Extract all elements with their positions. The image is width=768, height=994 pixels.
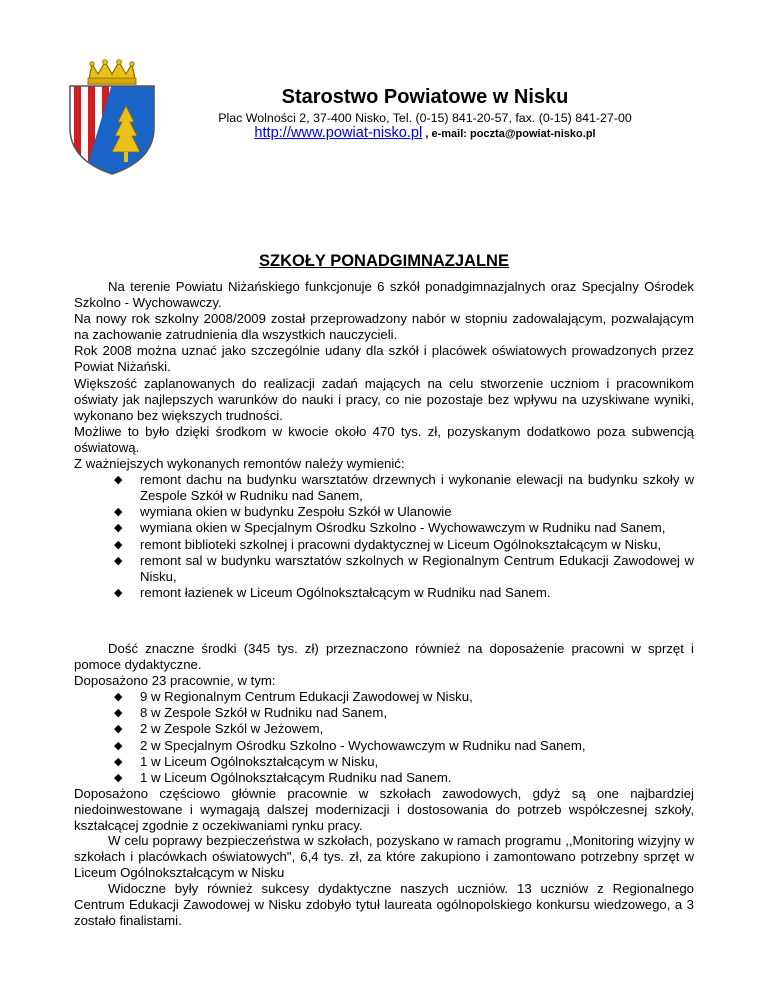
list-item-text: 2 w Zespole Szkól w Jeżowem, [140, 721, 324, 737]
list-item [114, 753, 694, 770]
list-item [114, 584, 694, 601]
list-item-text: wymiana okien w budynku Zespołu Szkół w Ulanowie [140, 504, 452, 520]
repairs-list [74, 472, 694, 601]
list-item [114, 689, 694, 705]
list-item-text: 1 w Liceum Ogólnokształcącym w Nisku, [140, 753, 379, 769]
list-item-text: 9 w Regionalnym Centrum Edukacji Zawodowej w Nisku, [140, 689, 473, 705]
list-item [114, 552, 694, 585]
list-item-text: remont sal w budynku warsztatów szkolnych w Regionalnym Centrum Edukacji Zawodowej w Nisku, [140, 552, 694, 584]
diamond-bullet-icon: ◆ [114, 755, 123, 768]
list-item [114, 705, 694, 721]
list-item-text: wymiana okien w Specjalnym Ośrodku Szkolno - Wychowawczym w Rudniku nad Sanem, [140, 520, 666, 536]
organization-title: Starostwo Powiatowe w Nisku [281, 86, 569, 108]
document-title: SZKOŁY PONADGIMNAZJALNE [259, 252, 509, 270]
paragraph: Na terenie Powiatu Niżańskiego funkcjonuje 6 szkół ponadgimnazjalnych oraz Specjalny Ośrodek Szkolno - Wychowawczy. [74, 279, 694, 311]
diamond-bullet-icon: ◆ [114, 506, 123, 519]
organization-address: Plac Wolności 2, 37-400 Nisko, Tel. (0-15) 841-20-57, fax. (0-15) 841-27-00 [218, 111, 632, 125]
diamond-bullet-icon: ◆ [114, 522, 123, 535]
paragraph: Większość zaplanowanych do realizacji zadań mających na celu stworzenie uczniom i pracownikom oświaty jak najlepszych warunków do nauki i pracy, co nie pozostaje bez wpływu na uzyskiwane wyniki, wykonano bez większych trudności. [74, 375, 694, 423]
monitoring-section [74, 833, 694, 930]
list-item-text: remont biblioteki szkolnej i pracowni dydaktycznej w Liceum Ogólnokształcącym w Nisku, [140, 536, 662, 552]
diamond-bullet-icon: ◆ [114, 771, 123, 784]
contact-line [160, 125, 690, 141]
paragraph: Rok 2008 można uznać jako szczególnie udany dla szkół i placówek oświatowych prowadzonych przez Powiat Niżański. [74, 343, 694, 375]
list-item [114, 472, 694, 504]
list-item [114, 504, 694, 520]
diamond-bullet-icon: ◆ [114, 707, 123, 720]
diamond-bullet-icon: ◆ [114, 586, 123, 599]
paragraph: Z ważniejszych wykonanych remontów należy wymienić: [74, 456, 405, 472]
paragraph: Doposażono częściowo głównie pracownie w szkołach zawodowych, gdyż są one najbardziej niedoinwestowane i wymagają dalszej modernizacji i dostosowania do potrzeb współczesnej szkoły, kształcącej zgodnie z oczekiwaniami rynku pracy. [74, 785, 694, 834]
diamond-bullet-icon: ◆ [114, 691, 123, 704]
diamond-bullet-icon: ◆ [114, 554, 123, 567]
coat-of-arms-icon [64, 56, 160, 176]
paragraph: Doposażono 23 pracownie, w tym: [74, 673, 276, 689]
website-link[interactable]: http://www.powiat-nisko.pl [254, 125, 423, 141]
intro-section [74, 279, 694, 601]
list-item [114, 520, 694, 536]
list-item [114, 721, 694, 737]
list-item [114, 769, 694, 786]
diamond-bullet-icon: ◆ [114, 739, 123, 752]
list-item-text: 2 w Specjalnym Ośrodku Szkolno - Wychowawczym w Rudniku nad Sanem, [140, 737, 586, 753]
paragraph: Na nowy rok szkolny 2008/2009 został przeprowadzony nabór w stopniu zadowalającym, pozwalającym na zachowanie zatrudnienia dla wszystkich nauczycieli. [74, 311, 694, 343]
list-item [114, 737, 694, 754]
list-item-text: 1 w Liceum Ogólnokształcącym Rudniku nad Sanem. [140, 769, 452, 785]
list-item-text: 8 w Zespole Szkół w Rudniku nad Sanem, [140, 705, 388, 721]
letterhead [0, 0, 768, 170]
diamond-bullet-icon: ◆ [114, 474, 123, 487]
diamond-bullet-icon: ◆ [114, 538, 123, 551]
list-item-text: remont dachu na budynku warsztatów drzewnych i wykonanie elewacji na budynku szkoły w Zespole Szkół w Rudniku nad Sanem, [140, 472, 694, 504]
paragraph: W celu poprawy bezpieczeństwa w szkołach, pozyskano w ramach programu ,,Monitoring wizyjny w szkołach i placówkach oświatowych", 6,4 tys. zł, za które zakupiono i zamontowano potrzebny sprzęt w Liceum Ogólnokształcącym w Nisku [74, 833, 694, 881]
email-text: , e-mail: poczta@powiat-nisko.pl [422, 128, 596, 140]
diamond-bullet-icon: ◆ [114, 723, 123, 736]
list-item [114, 536, 694, 553]
paragraph: Widoczne były również sukcesy dydaktyczne naszych uczniów. 13 uczniów z Regionalnego Centrum Edukacji Zawodowej w Nisku zdobyło tytuł laureata ogólnopolskiego konkursu wiedzowego, a 3 zostało finalistami. [74, 881, 694, 929]
paragraph: Dość znaczne środki (345 tys. zł) przeznaczono również na doposażenie pracowni w sprzęt i pomoce dydaktyczne. [74, 641, 694, 673]
equipment-list [74, 689, 694, 786]
equipment-section [74, 641, 694, 834]
paragraph: Możliwe to było dzięki środkom w kwocie około 470 tys. zł, pozyskanym dodatkowo poza subwencją oświatową. [74, 423, 694, 455]
list-item-text: remont łazienek w Liceum Ogólnokształcącym w Rudniku nad Sanem. [140, 584, 551, 600]
